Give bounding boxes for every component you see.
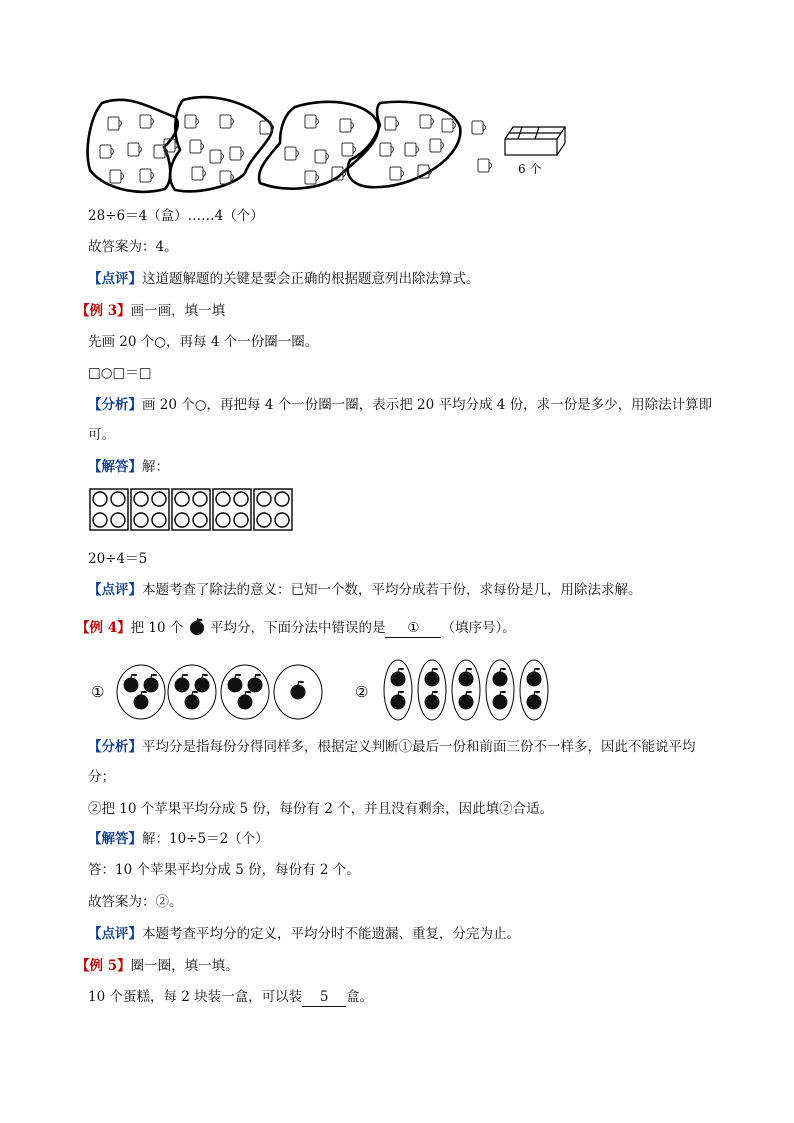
circle-shape — [134, 492, 148, 506]
circle-shape — [193, 492, 207, 506]
cup-icon — [100, 145, 114, 158]
cup-icon — [128, 143, 142, 156]
question-text: 把 10 个 — [130, 620, 184, 636]
circles-grouped-figure — [88, 487, 293, 533]
option-2-label: ② — [355, 683, 369, 701]
example-4-analysis — [88, 738, 696, 756]
circle-shape — [93, 492, 107, 506]
cup-icon — [110, 170, 124, 183]
cup-icon — [420, 115, 434, 128]
example-3-review — [88, 581, 642, 599]
example-3-equation: 20÷4＝5 — [88, 551, 148, 567]
apple-icon — [527, 691, 542, 710]
circle-shape — [152, 492, 166, 506]
cup-icon — [390, 167, 404, 180]
example-5-title: 圈一圈，填一填。 — [130, 958, 239, 974]
apple-icon — [124, 674, 139, 693]
division-result: 28÷6＝4（盒）……4（个） — [88, 208, 264, 224]
apple-icon — [144, 674, 159, 693]
example-4-analysis-cont: 分； — [88, 769, 115, 785]
apple-icon — [425, 691, 440, 710]
apple-icon — [291, 681, 306, 700]
circle-shape — [111, 513, 125, 527]
box-label: 6 个 — [518, 162, 542, 176]
option-1-label: ① — [91, 683, 105, 701]
answer-tag: 【解答】 — [88, 459, 142, 475]
review-tag: 【点评】 — [88, 582, 142, 598]
cup-icon — [380, 143, 394, 156]
cup-icon — [405, 143, 419, 156]
cup-icon — [108, 117, 122, 130]
apple-icon — [188, 618, 206, 636]
circle-shape — [275, 492, 289, 506]
question-text: （填序号）。 — [441, 620, 516, 636]
cup-icon — [472, 121, 486, 134]
circle-group — [172, 489, 210, 530]
cup-icon — [442, 119, 456, 132]
cup-group-loop — [259, 102, 378, 189]
circle-shape — [234, 513, 248, 527]
apple-icon — [391, 691, 406, 710]
apple-icon — [391, 668, 406, 687]
cup-icon — [305, 171, 319, 184]
example-3-answer — [88, 458, 169, 476]
apples-figure — [88, 655, 558, 725]
example-3-analysis — [88, 396, 712, 414]
fill-blank: 5 — [302, 988, 346, 1007]
circle-shape — [93, 513, 107, 527]
cups-figure — [80, 95, 580, 200]
analysis-text: 平均分是指每份分得同样多，根据定义判断①最后一份和前面三份不一样多，因此不能说平均 — [142, 739, 696, 755]
answer-text: 解： — [142, 459, 169, 475]
cup-icon — [220, 115, 234, 128]
circle-group — [90, 489, 128, 530]
example-5-heading — [76, 957, 239, 975]
apple-icon — [228, 674, 243, 693]
circle-shape — [275, 513, 289, 527]
cup-icon — [192, 167, 206, 180]
cup-icon — [210, 150, 224, 163]
circle-shape — [175, 492, 189, 506]
circle-group — [131, 489, 169, 530]
apple-icon — [527, 668, 542, 687]
answer-text: 解：10÷5＝2（个） — [142, 831, 269, 847]
apple-icon — [175, 674, 190, 693]
review-text: 本题考查平均分的定义，平均分时不能遗漏、重复，分完为止。 — [142, 926, 520, 942]
cup-icon — [260, 121, 274, 134]
group-oval — [384, 660, 412, 720]
cup-group-loop — [170, 97, 272, 191]
circle-shape — [216, 492, 230, 506]
question-text: 10 个蛋糕，每 2 块装一盒，可以装 — [88, 989, 303, 1005]
circle-shape — [234, 492, 248, 506]
analysis-tag: 【分析】 — [88, 739, 142, 755]
example-4-answer — [88, 830, 269, 848]
answer-line: 故答案为：4。 — [88, 239, 178, 255]
example-5-tag: 【例 5】 — [76, 958, 131, 974]
review-text: 本题考查了除法的意义：已知一个数，平均分成若干份，求每份是几，用除法求解。 — [142, 582, 642, 598]
apple-icon — [238, 691, 253, 710]
cup-icon — [230, 147, 244, 160]
circle-shape — [257, 513, 271, 527]
analysis-tag: 【分析】 — [88, 397, 142, 413]
review-tag: 【点评】 — [88, 926, 142, 942]
question-text: 平均分，下面分法中错误的是 — [209, 620, 386, 636]
cup-icon — [190, 140, 204, 153]
example-3-blank: □○□＝□ — [88, 365, 152, 381]
example-3-heading — [76, 302, 225, 320]
review-text: 这道题解题的关键是要会正确的根据题意列出除法算式。 — [142, 271, 480, 287]
cup-icon — [478, 159, 492, 172]
group-oval — [221, 665, 269, 719]
apple-icon — [185, 691, 200, 710]
circle-shape — [152, 513, 166, 527]
cup-icon — [220, 171, 234, 184]
circle-shape — [216, 513, 230, 527]
cup-icon — [385, 117, 399, 130]
group-oval — [486, 660, 514, 720]
example-4-question — [76, 618, 516, 638]
cup-icon — [140, 115, 154, 128]
apple-icon — [459, 691, 474, 710]
cup-icon — [305, 115, 319, 128]
review-line — [88, 270, 480, 288]
circle-group — [213, 489, 251, 530]
review-tag: 【点评】 — [88, 271, 142, 287]
group-oval — [418, 660, 446, 720]
apple-icon — [459, 668, 474, 687]
answer-tag: 【解答】 — [88, 831, 142, 847]
example-4-review — [88, 925, 520, 943]
example-3-question: 先画 20 个○，再每 4 个一份圈一圈。 — [88, 334, 319, 350]
example-4-answer-3: 故答案为：②。 — [88, 894, 183, 910]
group-oval — [452, 660, 480, 720]
group-oval — [168, 665, 216, 719]
circle-group — [254, 489, 292, 530]
example-3-tag: 【例 3】 — [76, 303, 131, 319]
example-4-answer-2: 答：10 个苹果平均分成 5 份，每份有 2 个。 — [88, 862, 360, 878]
apple-icon — [248, 674, 263, 693]
cup-icon — [430, 139, 444, 152]
apple-icon — [493, 668, 508, 687]
example-5-question — [88, 988, 373, 1007]
cup-icon — [315, 150, 329, 163]
group-oval — [117, 665, 165, 719]
circle-shape — [111, 492, 125, 506]
circle-shape — [134, 513, 148, 527]
example-3-title: 画一画，填一填 — [130, 303, 226, 319]
cup-icon — [340, 119, 354, 132]
apple-icon — [134, 691, 149, 710]
example-4-tag: 【例 4】 — [76, 620, 131, 636]
question-text: 盒。 — [346, 989, 374, 1005]
example-4-analysis-2: ②把 10 个苹果平均分成 5 份，每份有 2 个，并且没有剩余，因此填②合适。 — [88, 801, 554, 817]
example-3-analysis-cont: 可。 — [88, 427, 115, 443]
apple-icon — [493, 691, 508, 710]
cup-icon — [140, 169, 154, 182]
cup-icon — [185, 115, 199, 128]
fill-blank: ① — [385, 619, 441, 638]
cup-icon — [342, 143, 356, 156]
group-oval — [520, 660, 548, 720]
apple-icon — [425, 668, 440, 687]
analysis-text: 画 20 个○，再把每 4 个一份圈一圈，表示把 20 平均分成 4 份，求一份是多少，用除法计算即 — [142, 397, 713, 413]
apple-icon — [195, 674, 210, 693]
cup-icon — [285, 147, 299, 160]
circle-shape — [257, 492, 271, 506]
box-icon — [505, 127, 565, 155]
circle-shape — [175, 513, 189, 527]
circle-shape — [193, 513, 207, 527]
